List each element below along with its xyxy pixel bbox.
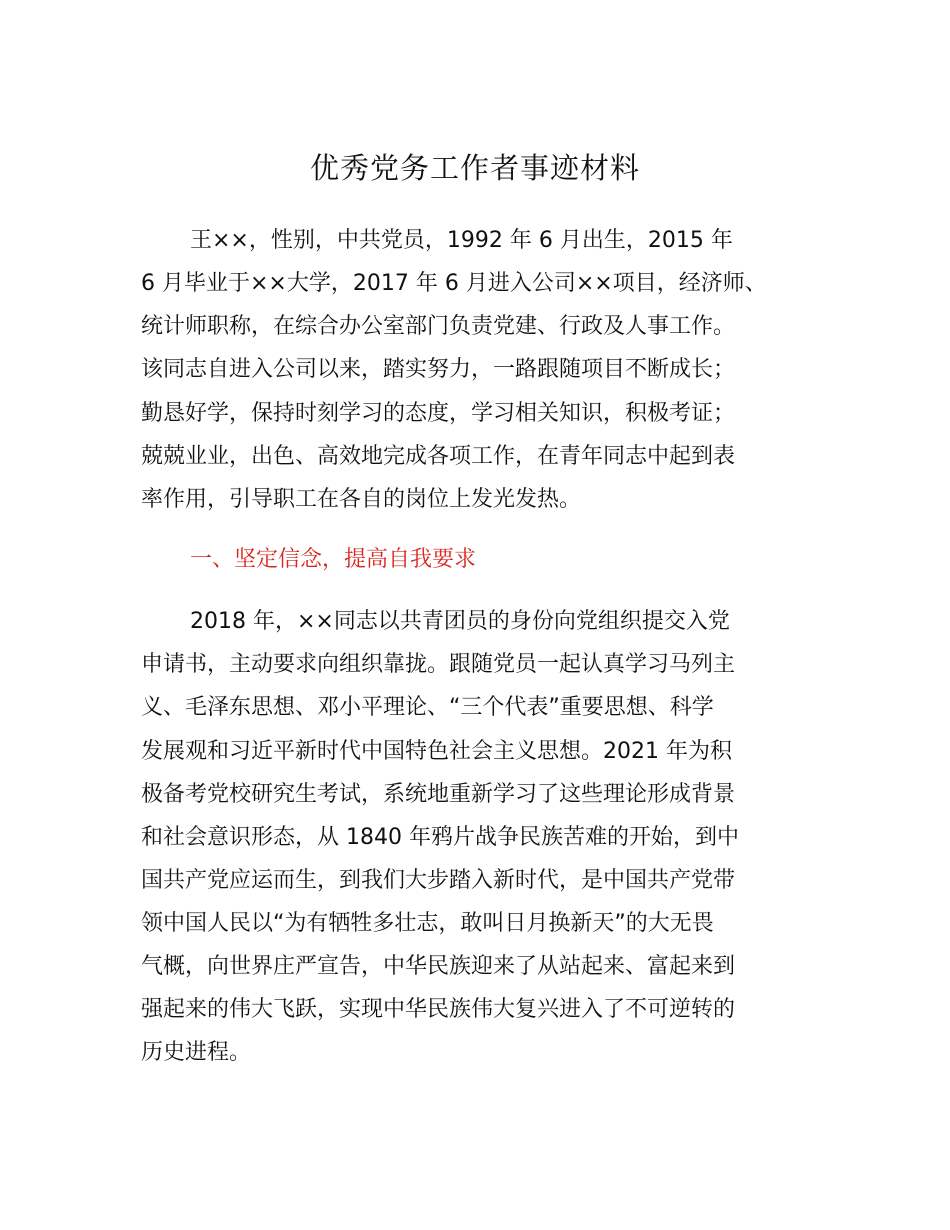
- paragraph-line: 和社会意识形态，从 1840 年鸦片战争民族苦难的开始，到中: [141, 825, 739, 850]
- paragraph-line: 申请书，主动要求向组织靠拢。跟随党员一起认真学习马列主: [141, 652, 736, 677]
- paragraph-line: 极备考党校研究生考试，系统地重新学习了这些理论形成背景: [141, 782, 736, 807]
- paragraph-line: 率作用，引导职工在各自的岗位上发光发热。: [141, 487, 582, 512]
- paragraph-line: 6 月毕业于××大学，2017 年 6 月进入公司××项目，经济师、: [141, 271, 767, 296]
- paragraph-line: 王××，性别，中共党员，1992 年 6 月出生，2015 年: [190, 228, 733, 253]
- paragraph-line: 气概，向世界庄严宣告，中华民族迎来了从站起来、富起来到: [141, 954, 736, 979]
- paragraph-line: 义、毛泽东思想、邓小平理论、“三个代表”重要思想、科学: [141, 695, 714, 720]
- paragraph-line: 强起来的伟大飞跃，实现中华民族伟大复兴进入了不可逆转的: [141, 997, 736, 1022]
- paragraph-line: 发展观和习近平新时代中国特色社会主义思想。2021 年为积: [141, 739, 732, 764]
- section-heading: 一、坚定信念，提高自我要求: [190, 547, 477, 572]
- paragraph-line: 统计师职称，在综合办公室部门负责党建、行政及人事工作。: [141, 314, 736, 339]
- paragraph-line: 2018 年，××同志以共青团员的身份向党组织提交入党: [190, 609, 730, 634]
- paragraph-line: 兢兢业业，出色、高效地完成各项工作，在青年同志中起到表: [141, 444, 736, 469]
- paragraph-line: 国共产党应运而生，到我们大步踏入新时代，是中国共产党带: [141, 868, 736, 893]
- paragraph-line: 勤恳好学，保持时刻学习的态度，学习相关知识，积极考证；: [141, 401, 736, 426]
- paragraph-line: 领中国人民以“为有牺牲多壮志，敢叫日月换新天”的大无畏: [141, 911, 714, 936]
- paragraph-line: 历史进程。: [141, 1040, 252, 1065]
- paragraph-line: 该同志自进入公司以来，踏实努力，一路跟随项目不断成长；: [141, 357, 736, 382]
- document-title: 优秀党务工作者事迹材料: [309, 151, 640, 185]
